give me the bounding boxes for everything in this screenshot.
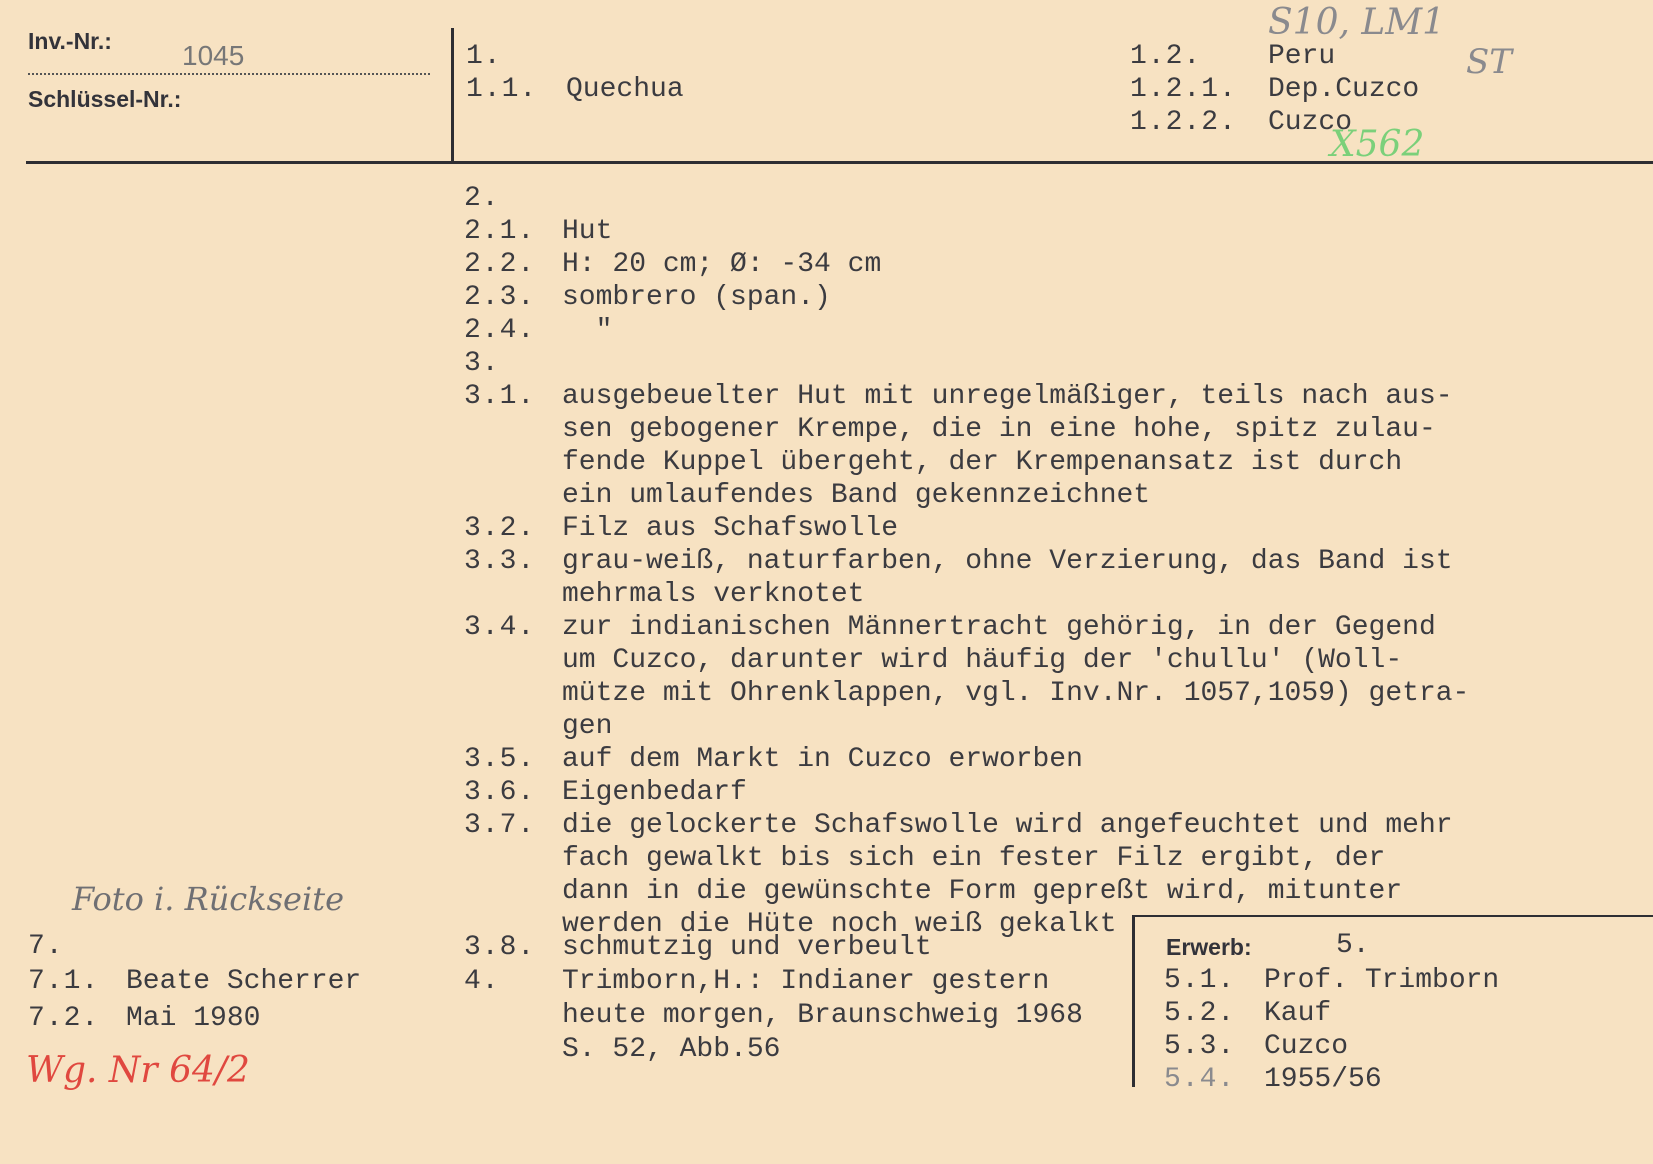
field-row: 1.2.2. Cuzco (1130, 107, 1353, 138)
schluessel-nr-label: Schlüssel-Nr.: (28, 86, 182, 112)
erwerb-number: 5. (1336, 930, 1370, 961)
field-row: werden die Hüte noch weiß gekalkt (562, 909, 1117, 940)
field-row: 2.3. sombrero (span.) (464, 282, 831, 313)
field-row: 3.6. Eigenbedarf (464, 777, 747, 808)
field-row: heute morgen, Braunschweig 1968 (562, 999, 1083, 1031)
field-row: fende Kuppel übergeht, der Krempenansatz ist durch (562, 447, 1403, 478)
pencil-location-note: S10, LM1 (1268, 2, 1446, 43)
field-row: 5.2. Kauf (1164, 998, 1332, 1029)
field-row: mehrmals verknotet (562, 579, 865, 610)
field-row: 3. (464, 348, 500, 379)
field-row: dann in die gewünschte Form gepreßt wird, mitunter (562, 876, 1403, 907)
inv-nr-dotted-line (28, 73, 430, 75)
section-2-3 (464, 182, 1469, 941)
erwerb-label: Erwerb: (1166, 934, 1252, 960)
red-ink-note: Wg. Nr 64/2 (26, 1050, 250, 1091)
field-row: 5.1. Prof. Trimborn (1164, 965, 1500, 996)
field-row: 7.1. Beate Scherrer (28, 966, 362, 997)
field-row: 3.5. auf dem Markt in Cuzco erworben (464, 744, 1083, 775)
section-7 (28, 930, 361, 1037)
field-row: 2.4. " (464, 315, 613, 346)
field-row: 3.1. ausgebeuelter Hut mit unregelmäßiger, teils nach aus- (464, 381, 1453, 412)
field-row: gen (562, 711, 613, 742)
field-row: 1.1. Quechua (466, 74, 684, 105)
green-code-note: X562 (1330, 124, 1425, 165)
field-row: 3.8. schmutzig und verbeult (464, 931, 932, 963)
field-row: 2. (464, 183, 500, 214)
field-row: 3.4. zur indianischen Männertracht gehörig, in der Gegend (464, 612, 1436, 643)
field-row: um Cuzco, darunter wird häufig der 'chullu' (Woll- (562, 645, 1403, 676)
field-row: 2.1. Hut (464, 216, 613, 247)
foto-note: Foto i. Rückseite (72, 880, 344, 918)
field-row: 2.2. H: 20 cm; Ø: -34 cm (464, 249, 882, 280)
field-row: sen gebogener Krempe, die in eine hohe, spitz zulau- (562, 414, 1436, 445)
section-3-8-4 (464, 930, 1083, 1066)
field-row: 1.2.1. Dep.Cuzco (1130, 74, 1420, 105)
field-row: fach gewalkt bis sich ein fester Filz ergibt, der (562, 843, 1386, 874)
section-5 (1164, 964, 1499, 1096)
field-row: 5.3. Cuzco (1164, 1031, 1349, 1062)
inv-nr-label: Inv.-Nr.: (28, 28, 112, 54)
inv-nr-value: 1045 (182, 40, 245, 71)
header-vertical-rule (451, 28, 454, 162)
field-row: ein umlaufendes Band gekennzeichnet (562, 480, 1151, 511)
field-row: mütze mit Ohrenklappen, vgl. Inv.Nr. 1057,1059) getra- (562, 678, 1470, 709)
field-row: 3.7. die gelockerte Schafswolle wird angefeuchtet und mehr (464, 810, 1453, 841)
section-1-left (466, 40, 684, 106)
field-row: 3.2. Filz aus Schafswolle (464, 513, 899, 544)
pencil-mark: ST (1466, 42, 1512, 82)
field-row: 7.2. Mai 1980 (28, 1003, 261, 1034)
field-row: 5.4. 1955/56 (1164, 1064, 1382, 1095)
field-row: 4. Trimborn,H.: Indianer gestern (464, 965, 1050, 997)
field-row: 1.2. Peru (1130, 41, 1336, 72)
field-row: S. 52, Abb.56 (562, 1033, 781, 1065)
field-row: 1. (466, 41, 502, 72)
field-row: 7. (28, 931, 64, 962)
field-row: 3.3. grau-weiß, naturfarben, ohne Verzierung, das Band ist (464, 546, 1453, 577)
